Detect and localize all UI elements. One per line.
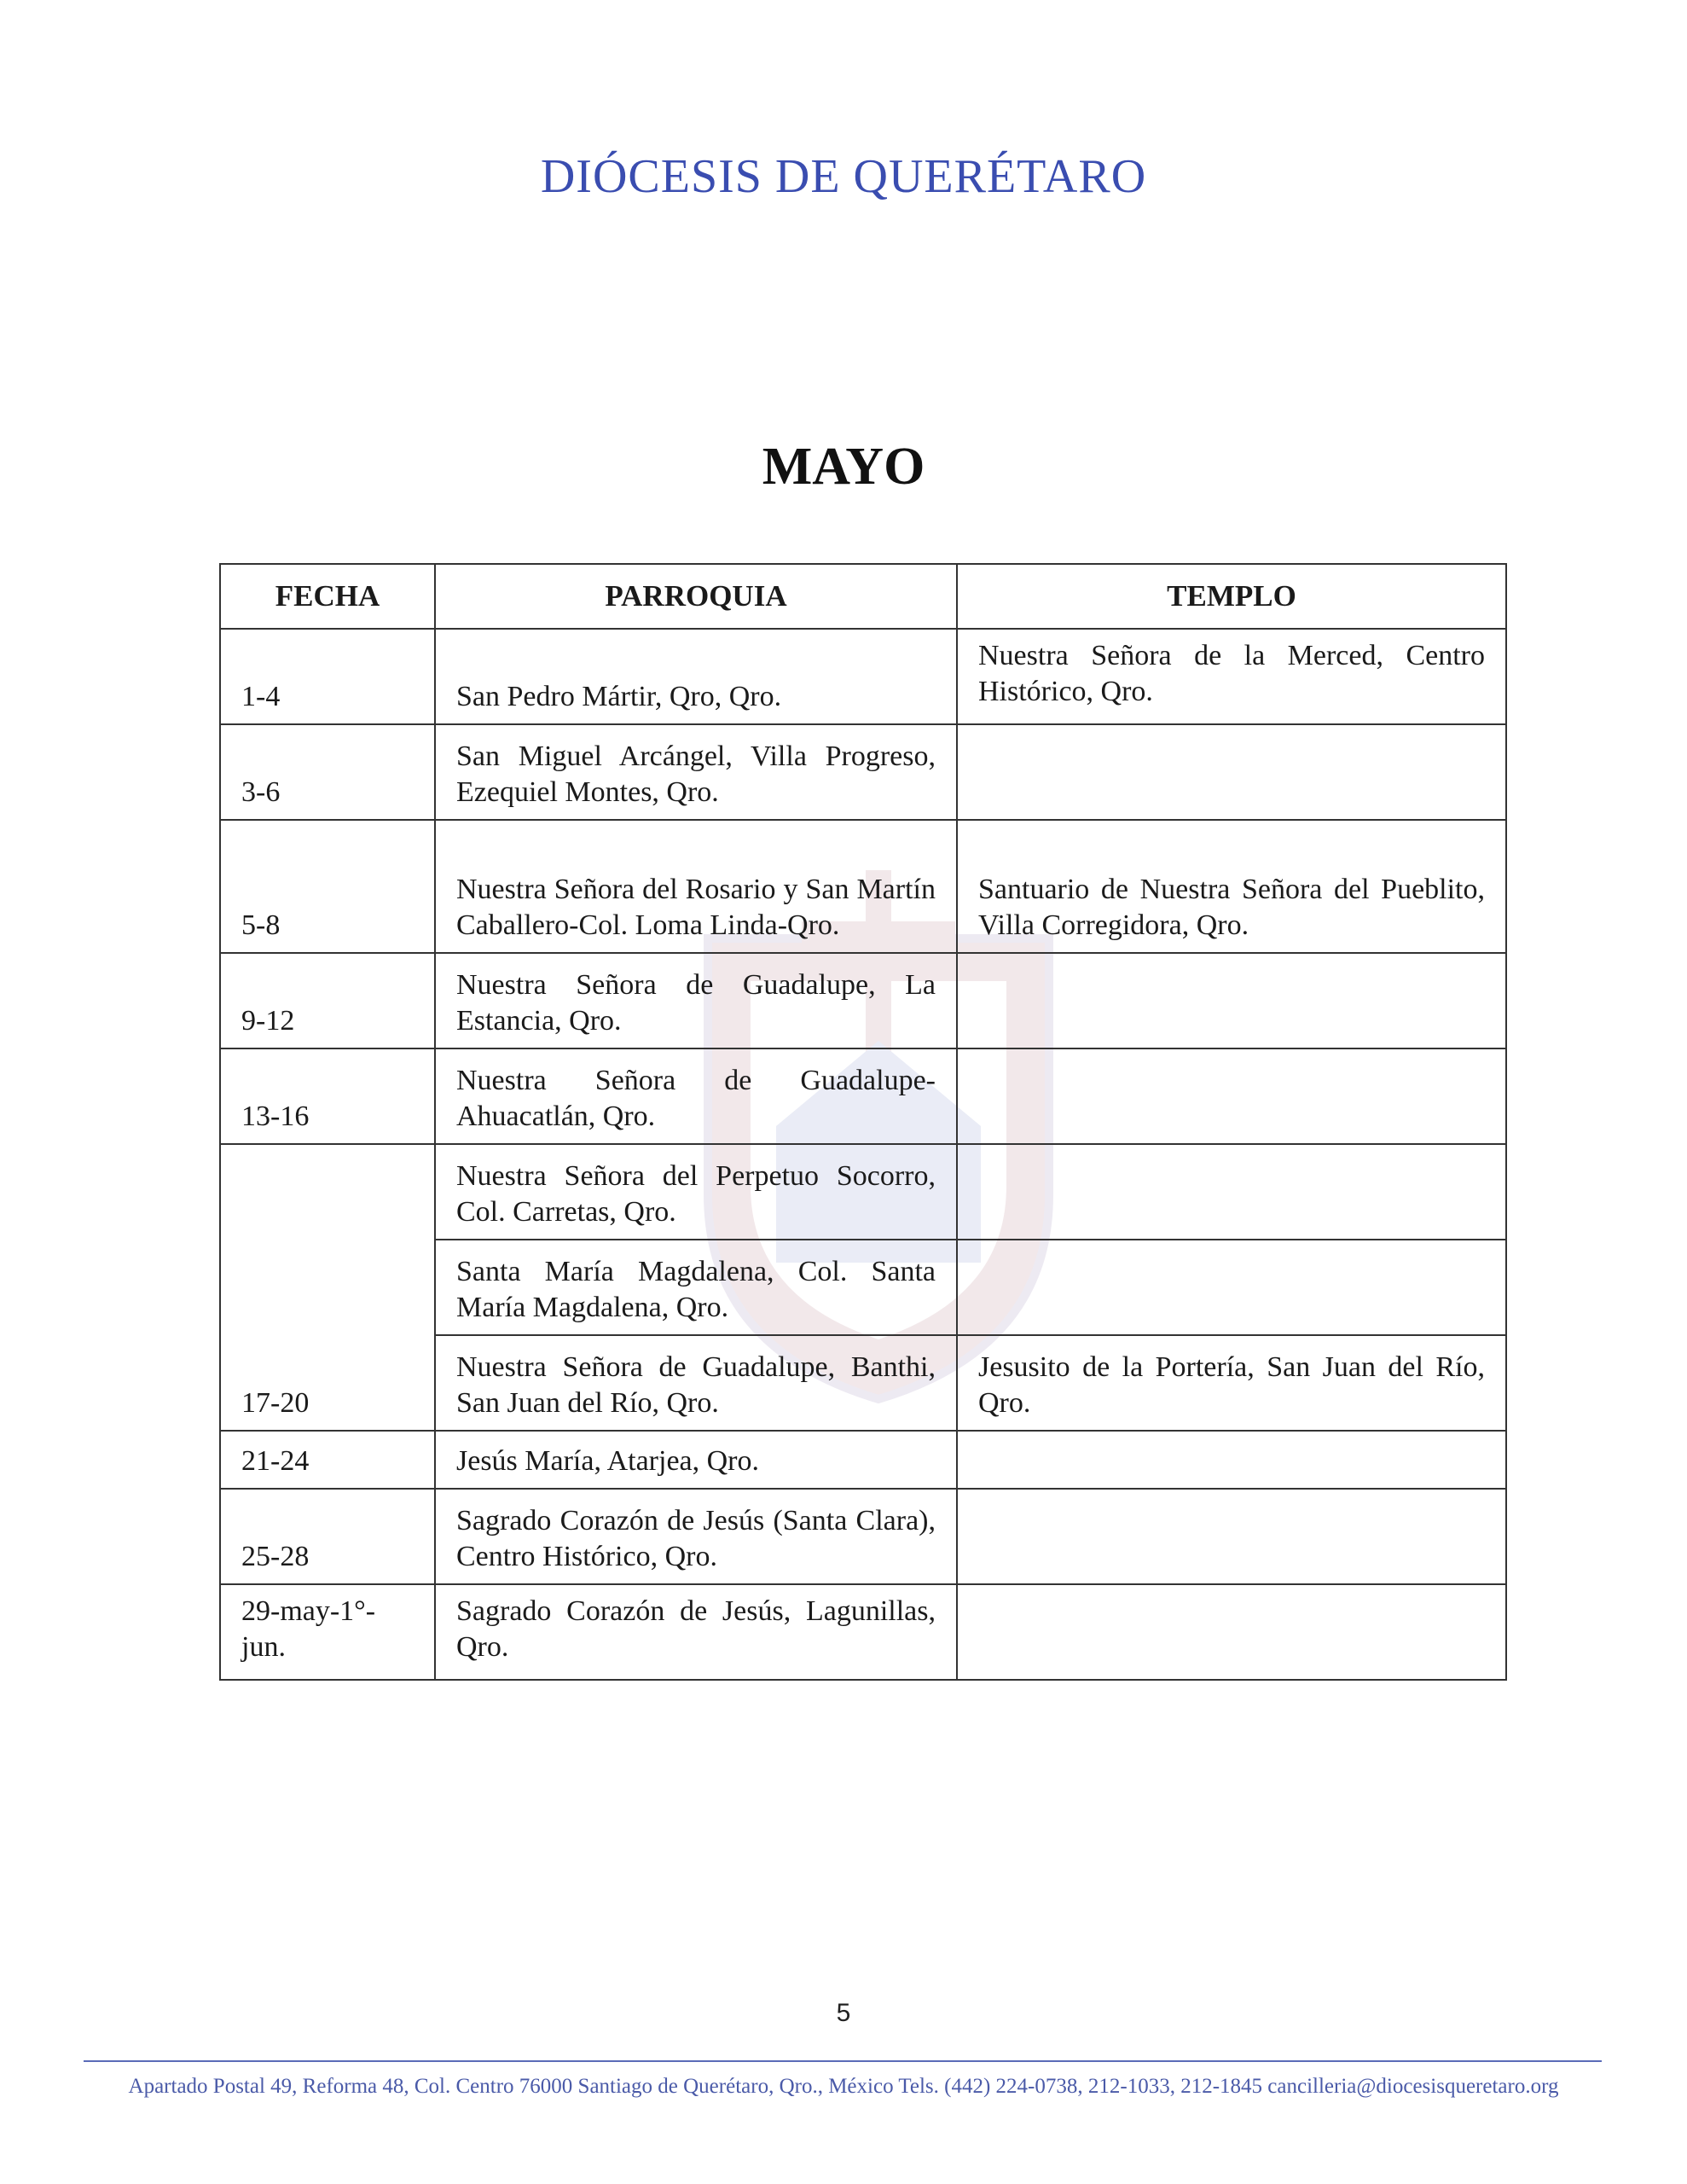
column-header-parroquia: PARROQUIA [435, 564, 957, 629]
table-row [220, 1489, 1506, 1584]
table-row [220, 953, 1506, 1048]
fecha-cell: 5-8 [220, 820, 435, 953]
table-row [220, 724, 1506, 820]
footer-address: Apartado Postal 49, Reforma 48, Col. Centro 76000 Santiago de Querétaro, Qro., México Tels. (442) 224-0738, 212-1033, 212-1845 cancilleria@diocesisqueretaro.org [128, 2075, 1559, 2098]
parroquia-cell: Nuestra Señora del Perpetuo Socorro, Col. Carretas, Qro. [435, 1144, 957, 1240]
page-number: 5 [836, 1999, 851, 2027]
parroquia-cell: Santa María Magdalena, Col. Santa María Magdalena, Qro. [435, 1240, 957, 1335]
templo-cell: Jesusito de la Portería, San Juan del Río, Qro. [957, 1335, 1506, 1431]
fecha-cell: 9-12 [220, 953, 435, 1048]
month-title: MAYO [762, 438, 925, 496]
table-row [220, 1144, 1506, 1240]
table-header-row [220, 564, 1506, 629]
fecha-cell: 29-may-1°-jun. [220, 1584, 435, 1680]
templo-cell [957, 724, 1506, 820]
fecha-cell: 17-20 [220, 1144, 435, 1431]
parroquia-cell: San Miguel Arcángel, Villa Progreso, Ezequiel Montes, Qro. [435, 724, 957, 820]
fecha-cell: 21-24 [220, 1431, 435, 1489]
parroquia-cell: Sagrado Corazón de Jesús, Lagunillas, Qro. [435, 1584, 957, 1680]
templo-cell [957, 1144, 1506, 1240]
schedule-table [219, 563, 1507, 1681]
table-row [220, 629, 1506, 724]
templo-cell [957, 1584, 1506, 1680]
fecha-cell: 1-4 [220, 629, 435, 724]
diocese-title: DIÓCESIS DE QUERÉTARO [540, 150, 1147, 203]
column-header-fecha: FECHA [220, 564, 435, 629]
table-row [220, 1584, 1506, 1680]
templo-cell: Nuestra Señora de la Merced, Centro Histórico, Qro. [957, 629, 1506, 724]
parroquia-cell: Sagrado Corazón de Jesús (Santa Clara), Centro Histórico, Qro. [435, 1489, 957, 1584]
parroquia-cell: Jesús María, Atarjea, Qro. [435, 1431, 957, 1489]
table-row [220, 820, 1506, 953]
parroquia-cell: Nuestra Señora de Guadalupe, La Estancia, Qro. [435, 953, 957, 1048]
parroquia-cell: Nuestra Señora de Guadalupe, Banthi, San Juan del Río, Qro. [435, 1335, 957, 1431]
templo-cell [957, 1048, 1506, 1144]
fecha-cell: 25-28 [220, 1489, 435, 1584]
fecha-cell: 13-16 [220, 1048, 435, 1144]
footer-divider [84, 2060, 1602, 2062]
fecha-cell: 3-6 [220, 724, 435, 820]
parroquia-cell: San Pedro Mártir, Qro, Qro. [435, 629, 957, 724]
templo-cell [957, 1431, 1506, 1489]
templo-cell [957, 1489, 1506, 1584]
table-row [220, 1048, 1506, 1144]
table-row [220, 1431, 1506, 1489]
parroquia-cell: Nuestra Señora del Rosario y San Martín Caballero-Col. Loma Linda-Qro. [435, 820, 957, 953]
templo-cell [957, 1240, 1506, 1335]
templo-cell [957, 953, 1506, 1048]
parroquia-cell: Nuestra Señora de Guadalupe-Ahuacatlán, Qro. [435, 1048, 957, 1144]
column-header-templo: TEMPLO [957, 564, 1506, 629]
templo-cell: Santuario de Nuestra Señora del Pueblito, Villa Corregidora, Qro. [957, 820, 1506, 953]
